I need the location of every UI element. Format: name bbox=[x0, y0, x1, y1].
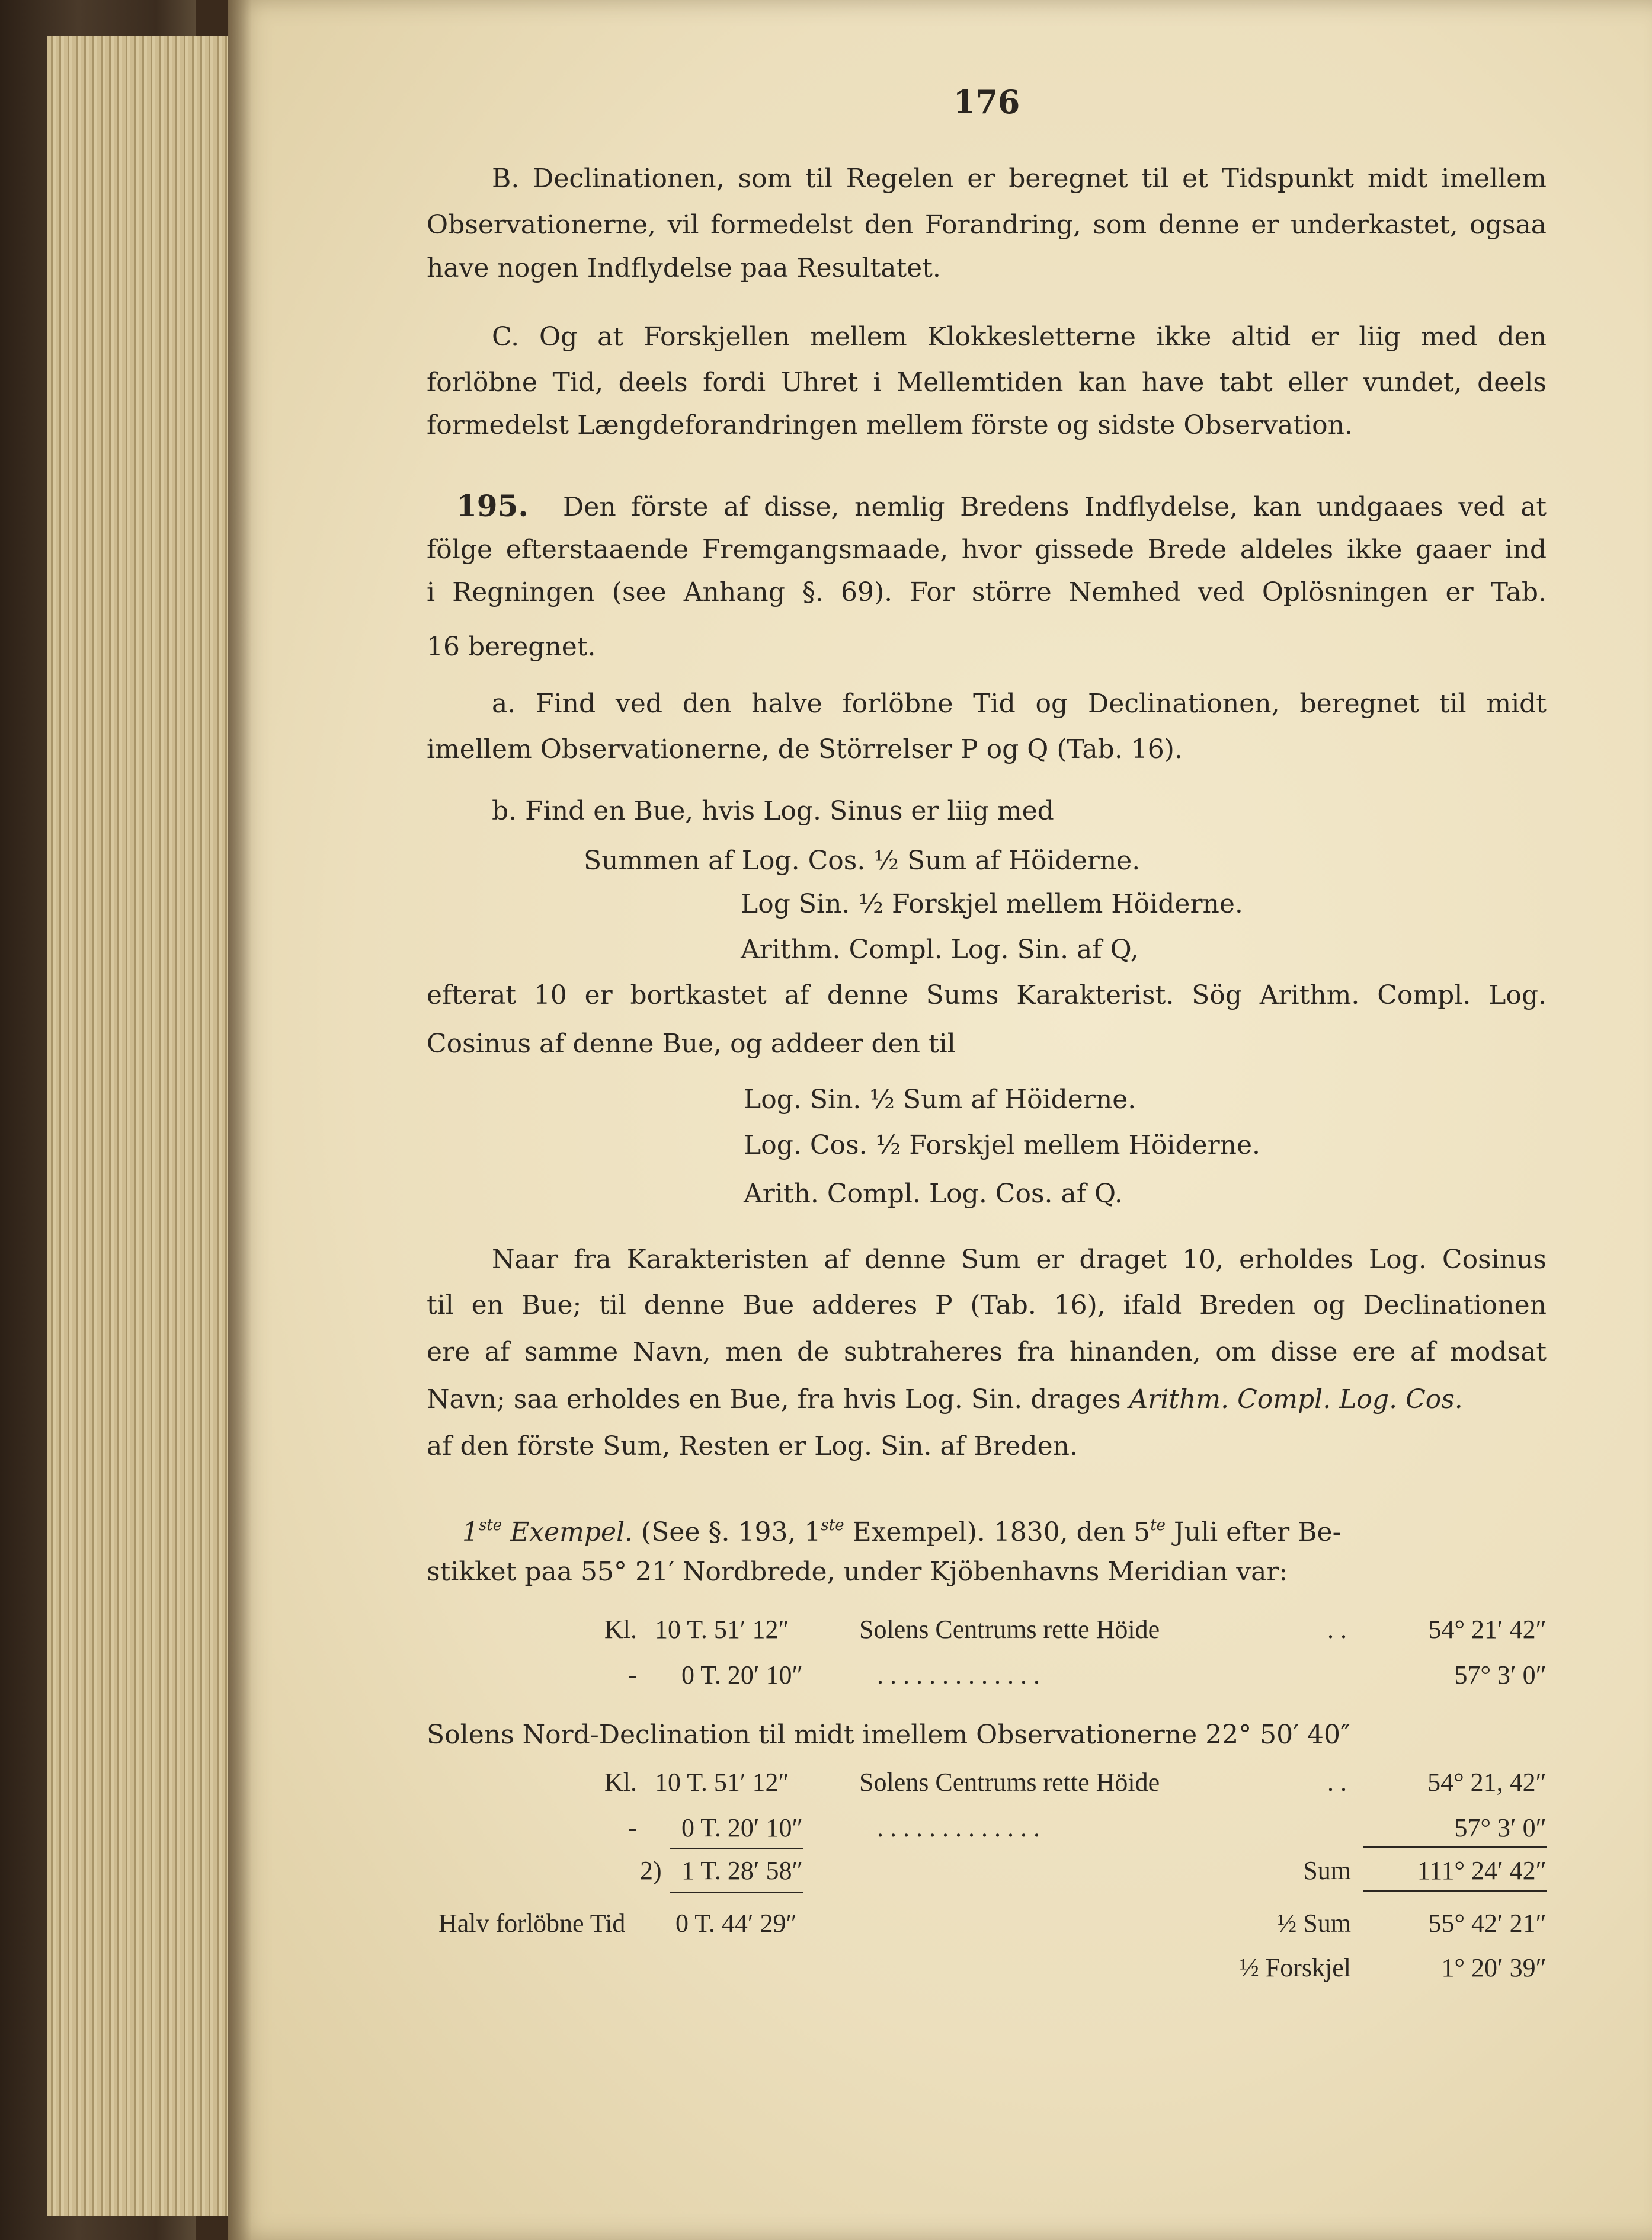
row-value: 1° 20′ 39″ bbox=[1441, 1953, 1547, 1982]
row-label: Sum bbox=[1303, 1856, 1351, 1885]
text: Juli efter Be- bbox=[1166, 1517, 1342, 1547]
row-dots: . . bbox=[1327, 1615, 1347, 1644]
sum-rule bbox=[670, 1892, 803, 1893]
paragraph-c-line: formedelst Længdeforandringen mellem förste og sidste Observation. bbox=[427, 410, 1353, 440]
paragraph-naar-line: ere af samme Navn, men de subtraheres fra hinanden, om disse ere af modsat bbox=[427, 1337, 1547, 1367]
item-b-line: Cosinus af denne Bue, og addeer den til bbox=[427, 1029, 956, 1059]
item-b-add-line: Log. Cos. ½ Forskjel mellem Höiderne. bbox=[744, 1130, 1261, 1160]
item-b-sum-line: Log Sin. ½ Forskjel mellem Höiderne. bbox=[741, 889, 1243, 919]
row-prefix: - bbox=[628, 1813, 637, 1842]
paragraph-c-line: C. Og at Forskjellen mellem Klokkesletterne ikke altid er liig med den bbox=[492, 322, 1547, 352]
gutter-shadow bbox=[228, 0, 252, 2240]
row-dots: . . bbox=[1327, 1768, 1347, 1797]
row-value: 57° 3′ 0″ bbox=[1454, 1813, 1547, 1842]
section-line: i Regningen (see Anhang §. 69). For större Nemhed ved Oplösningen er Tab. bbox=[427, 577, 1547, 607]
row-value: 54° 21′ 42″ bbox=[1428, 1615, 1547, 1644]
ordinal: 1 bbox=[462, 1517, 479, 1547]
row-time: 0 T. 20′ 10″ bbox=[681, 1813, 803, 1842]
row-value: 111° 24′ 42″ bbox=[1417, 1856, 1547, 1885]
row-label: ½ Sum bbox=[1277, 1909, 1351, 1938]
item-a-line: a. Find ved den halve forlöbne Tid og Declinationen, beregnet til midt bbox=[492, 689, 1547, 719]
row-value: 54° 21, 42″ bbox=[1427, 1768, 1547, 1797]
row-time: 0 T. 44′ 29″ bbox=[675, 1909, 797, 1938]
paragraph-b-line: B. Declinationen, som til Regelen er beregnet til et Tidspunkt midt imellem bbox=[492, 164, 1547, 194]
paragraph-b-line: have nogen Indflydelse paa Resultatet. bbox=[427, 253, 941, 283]
row-label: Solens Centrums rette Höide bbox=[859, 1768, 1160, 1797]
paragraph-naar-line bbox=[427, 1383, 1547, 1416]
section-number: 195. bbox=[456, 488, 529, 523]
row-dots: . . . . . . . . . . . . . bbox=[877, 1660, 1040, 1689]
row-prefix: 2) bbox=[640, 1856, 662, 1885]
item-b-sum-line: Summen af Log. Cos. ½ Sum af Höiderne. bbox=[584, 846, 1141, 876]
example-line: stikket paa 55° 21′ Nordbrede, under Kjöbenhavns Meridian var: bbox=[427, 1557, 1288, 1587]
page-number: 176 bbox=[953, 83, 1020, 121]
paragraph-naar-line: Naar fra Karakteristen af denne Sum er draget 10, erholdes Log. Cosinus bbox=[492, 1244, 1547, 1275]
row-prefix: Halv forlöbne Tid bbox=[438, 1909, 626, 1938]
page-edges bbox=[47, 36, 231, 2216]
superscript: ste bbox=[821, 1516, 844, 1534]
paragraph-c-line: forlöbne Tid, deels fordi Uhret i Mellemtiden kan have tabt eller vundet, deels bbox=[427, 367, 1547, 398]
row-prefix: - bbox=[628, 1660, 637, 1689]
text: Navn; saa erholdes en Bue, fra hvis Log. Sin. drages bbox=[427, 1384, 1121, 1415]
section-line: fölge efterstaaende Fremgangsmaade, hvor gissede Brede aldeles ikke gaaer ind bbox=[427, 535, 1547, 565]
row-dots: . . . . . . . . . . . . . bbox=[877, 1813, 1040, 1842]
item-a-line: imellem Observationerne, de Störrelser P og Q (Tab. 16). bbox=[427, 734, 1183, 764]
example-heading bbox=[462, 1509, 1547, 1549]
item-b-sum-line: Arithm. Compl. Log. Sin. af Q, bbox=[741, 935, 1139, 965]
paragraph-b-line: Observationerne, vil formedelst den Forandring, som denne er underkastet, ogsaa bbox=[427, 210, 1547, 240]
item-b-line: b. Find en Bue, hvis Log. Sinus er liig med bbox=[492, 796, 1054, 826]
declination-line: Solens Nord-Declination til midt imellem Observationerne 22° 50′ 40″ bbox=[427, 1720, 1350, 1750]
sum-rule bbox=[1363, 1890, 1547, 1892]
row-value: 57° 3′ 0″ bbox=[1454, 1660, 1547, 1689]
row-time: 1 T. 28′ 58″ bbox=[681, 1856, 803, 1885]
superscript: te bbox=[1150, 1516, 1166, 1534]
item-b-line: efterat 10 er bortkastet af denne Sums Karakterist. Sög Arithm. Compl. Log. bbox=[427, 980, 1547, 1010]
example-title: Exempel. bbox=[502, 1517, 633, 1547]
text: (See §. 193, 1 bbox=[633, 1517, 821, 1547]
row-time: 0 T. 20′ 10″ bbox=[681, 1660, 803, 1689]
item-b-add-line: Log. Sin. ½ Sum af Höiderne. bbox=[744, 1084, 1136, 1115]
sum-rule bbox=[670, 1848, 803, 1849]
row-time: 10 T. 51′ 12″ bbox=[655, 1615, 789, 1644]
text: Exempel). 1830, den 5 bbox=[844, 1517, 1151, 1547]
row-time: 10 T. 51′ 12″ bbox=[655, 1768, 789, 1797]
sum-rule bbox=[1363, 1846, 1547, 1848]
row-prefix: Kl. bbox=[604, 1768, 637, 1797]
row-label: ½ Forskjel bbox=[1239, 1953, 1351, 1982]
row-prefix: Kl. bbox=[604, 1615, 637, 1644]
item-b-add-line: Arith. Compl. Log. Cos. af Q. bbox=[744, 1179, 1123, 1209]
section-line: Den förste af disse, nemlig Bredens Indflydelse, kan undgaaes ved at bbox=[563, 492, 1547, 522]
superscript: ste bbox=[479, 1516, 502, 1534]
row-label: Solens Centrums rette Höide bbox=[859, 1615, 1160, 1644]
section-line: 16 beregnet. bbox=[427, 632, 596, 662]
paragraph-naar-line: af den förste Sum, Resten er Log. Sin. af Breden. bbox=[427, 1431, 1078, 1461]
row-value: 55° 42′ 21″ bbox=[1428, 1909, 1547, 1938]
italic-text: Arithm. Compl. Log. Cos. bbox=[1129, 1384, 1463, 1415]
paragraph-naar-line: til en Bue; til denne Bue adderes P (Tab. 16), ifald Breden og Declinationen bbox=[427, 1290, 1547, 1320]
